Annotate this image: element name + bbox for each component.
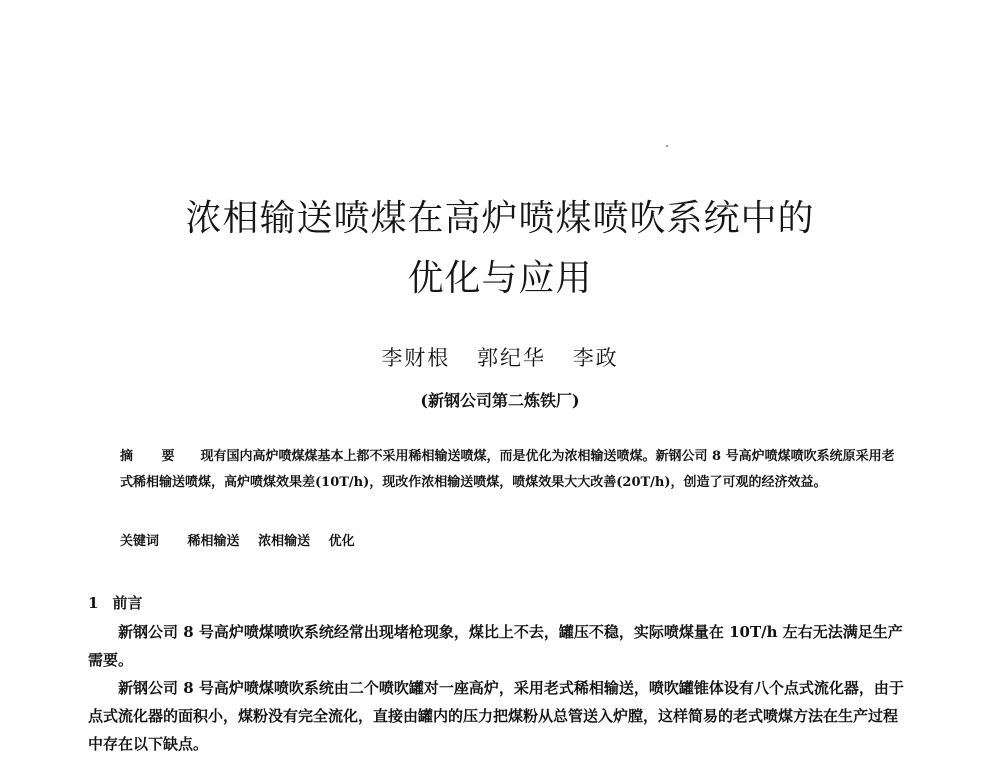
author-list: [0, 342, 1000, 372]
section-title: 前言: [112, 594, 143, 612]
body-paragraph: 新钢公司 8 号高炉喷煤喷吹系统由二个喷吹罐对一座高炉，采用老式稀相输送，喷吹罐锥体设有八个点式流化器，由于点式流化器的面积小，煤粉没有完全流化，直接由罐内的压力把煤粉从总管送入炉膛，这样简易的老式喷煤方法在生产过程中存在以下缺点。: [88, 679, 904, 753]
section-heading: [88, 592, 142, 613]
paper-title-line-2: 优化与应用: [407, 258, 593, 299]
section-body: [88, 618, 908, 758]
paper-title-line-1: 浓相输送喷煤在高炉喷煤喷吹系统中的: [185, 198, 815, 239]
affiliation: (新钢公司第二炼铁厂): [420, 391, 580, 410]
keyword: 稀相输送: [187, 534, 240, 549]
author-name: 李政: [572, 346, 619, 370]
abstract-label: 摘 要: [120, 449, 187, 464]
keyword: 优化: [328, 534, 355, 549]
keyword: 浓相输送: [258, 534, 311, 549]
author-name: 郭纪华: [477, 346, 546, 370]
abstract-text: 现有国内高炉喷煤煤基本上都不采用稀相输送喷煤，而是优化为浓相输送喷煤。新钢公司 8 号高炉喷煤喷吹系统原采用老式稀相输送喷煤，高炉喷煤效果差(10T/h)，现改作浓相输送喷煤，喷煤效果大大改善(20T/h)，创造了可观的经济效益。: [120, 449, 895, 490]
author-name: 李财根: [381, 346, 451, 370]
body-paragraph: 新钢公司 8 号高炉喷煤喷吹系统经常出现堵枪现象，煤比上不去，罐压不稳，实际喷煤量在 10T/h 左右无法满足生产需要。: [88, 623, 903, 669]
scan-speck: [666, 145, 668, 147]
abstract: [120, 444, 900, 496]
section-number: 1: [88, 594, 99, 612]
keywords: [120, 530, 900, 549]
keywords-label: 关键词: [120, 534, 160, 549]
